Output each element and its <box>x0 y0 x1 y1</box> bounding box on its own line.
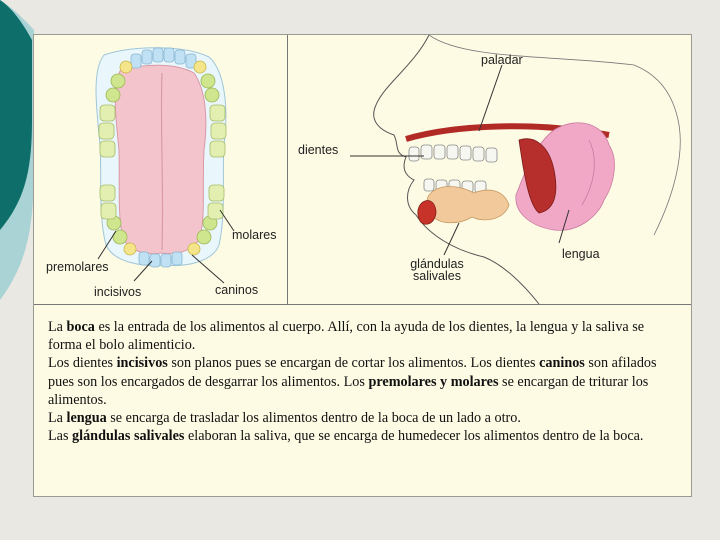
horizontal-divider <box>34 304 691 305</box>
paragraph <box>48 409 678 427</box>
label-lengua: lengua <box>562 247 600 261</box>
text-segment: son planos pues se encargan de cortar los alimentos. Los dientes <box>167 355 540 372</box>
text-segment: Los dientes <box>48 355 117 372</box>
label-paladar: paladar <box>481 53 523 67</box>
mouth-cross-section-illustration <box>34 35 693 304</box>
label-glandulas-line2: salivales <box>413 269 461 283</box>
label-glandulas-salivales <box>402 258 472 282</box>
text-segment: se encargan de triturar los alimentos. <box>48 373 649 408</box>
label-incisivos: incisivos <box>94 285 142 299</box>
label-premolares: premolares <box>46 260 109 274</box>
text-segment: Las <box>48 428 73 445</box>
bold-term: incisivos <box>116 355 168 372</box>
paragraph <box>48 318 678 354</box>
paragraph <box>48 354 678 409</box>
text-segment: elaboran la saliva, que se encarga de humedecer los alimentos dentro de la boca. <box>184 428 644 445</box>
text-segment: La <box>48 410 67 427</box>
bold-term: boca <box>66 319 95 335</box>
text-segment: es la entrada de los alimentos al cuerpo. Allí, con la ayuda de los dientes, la lengua y la saliva se forma el bolo alimenticio. <box>48 319 645 354</box>
label-molares: molares <box>232 228 277 242</box>
text-segment: son afilados pues son los encargados de desgarrar los alimentos. Los <box>48 355 657 390</box>
label-dientes: dientes <box>298 143 339 157</box>
bold-term: caninos <box>539 355 585 372</box>
bold-term: lengua <box>66 410 107 427</box>
bold-term: glándulas salivales <box>72 428 185 445</box>
description-text <box>48 318 678 445</box>
bold-term: premolares y molares <box>368 373 499 390</box>
label-glandulas-line1: glándulas <box>410 257 464 271</box>
text-segment: La <box>48 319 67 335</box>
text-segment: se encarga de trasladar los alimentos dentro de la boca de un lado a otro. <box>106 410 521 427</box>
paragraph <box>48 427 678 445</box>
label-caninos: caninos <box>215 283 259 297</box>
content-panel <box>33 34 692 497</box>
